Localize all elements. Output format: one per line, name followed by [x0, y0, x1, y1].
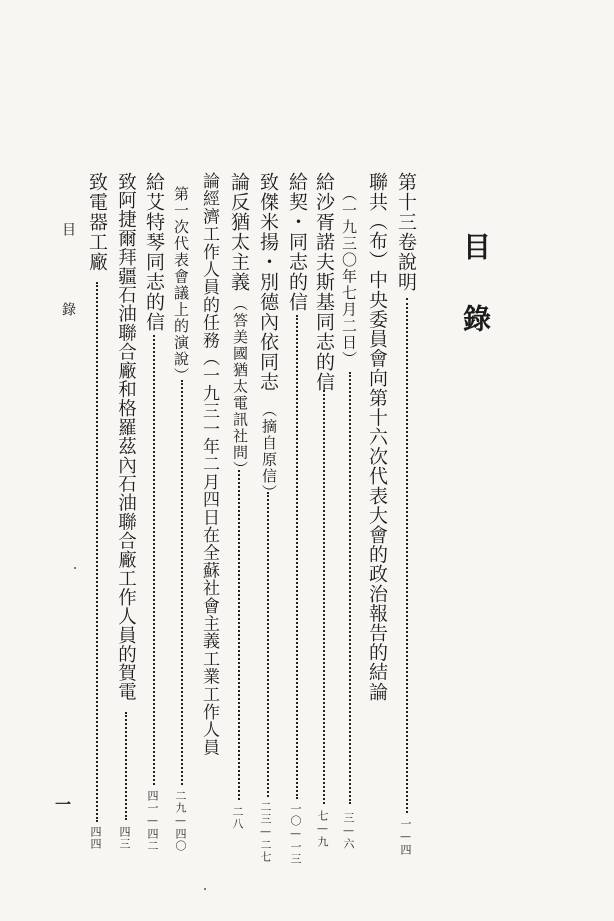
toc-entry-title: 第一次代表會議上的演說） [172, 186, 190, 384]
toc-entry-page: 三—六 [342, 812, 355, 850]
leader-dots [238, 470, 240, 800]
leader-dots [406, 298, 408, 813]
print-speck [74, 567, 76, 569]
toc-entry-title: 論經濟工作人員的任務（一九三一年二月四日在全蘇社會主義工業工作人員 [199, 172, 219, 757]
toc-entry-title: 致電器工廠 [86, 172, 108, 272]
running-head: 目 錄 [60, 222, 76, 342]
leader-dots [267, 492, 269, 797]
toc-entry-page: 二三—二七 [259, 801, 272, 863]
toc-entry-note: （答美國猶太電訊社問） [231, 296, 249, 478]
toc-entry-title: 致傑米揚・別德內依同志 [257, 172, 279, 392]
print-speck [204, 888, 206, 890]
toc-entry-note: （摘自原信） [260, 402, 278, 501]
toc-entry-page: 七—九 [316, 810, 329, 848]
leader-dots [181, 380, 183, 785]
toc-entry-title: 第十三卷說明 [395, 172, 417, 292]
leader-dots [125, 712, 127, 820]
toc-entry-title: 聯共（布）中央委員會向第十六次代表大會的政治報告的結論 [366, 172, 388, 702]
toc-entry-page: 二八 [231, 806, 244, 830]
leader-dots [349, 372, 351, 804]
page-folio: 一 [55, 795, 72, 814]
toc-entry-title: 給艾特琴同志的信 [143, 172, 165, 332]
toc-entry-page: 四四 [89, 826, 102, 850]
toc-entry-page: 四三 [118, 826, 131, 850]
toc-entry-page: 二九—四〇 [174, 790, 187, 852]
toc-heading: 目錄 [459, 232, 492, 376]
leader-dots [296, 315, 298, 799]
toc-entry-title: 致阿捷爾拜疆石油聯合廠和格羅茲內石油聯合廠工作人員的賀電 [115, 172, 137, 702]
leader-dots [323, 390, 325, 804]
leader-dots [96, 282, 98, 822]
toc-entry-page: 四一—四二 [146, 790, 159, 852]
leader-dots [153, 335, 155, 785]
toc-entry-title: （一九三〇年七月二日） [340, 186, 358, 368]
toc-entry-page: 一〇—一三 [289, 803, 302, 865]
toc-entry-page: 一—四 [399, 818, 412, 856]
toc-entry-title: 論反猶太主義 [228, 172, 250, 292]
toc-entry-title: 給沙胥諾夫斯基同志的信 [313, 172, 335, 392]
toc-entry-title: 給契・同志的信 [286, 172, 308, 312]
